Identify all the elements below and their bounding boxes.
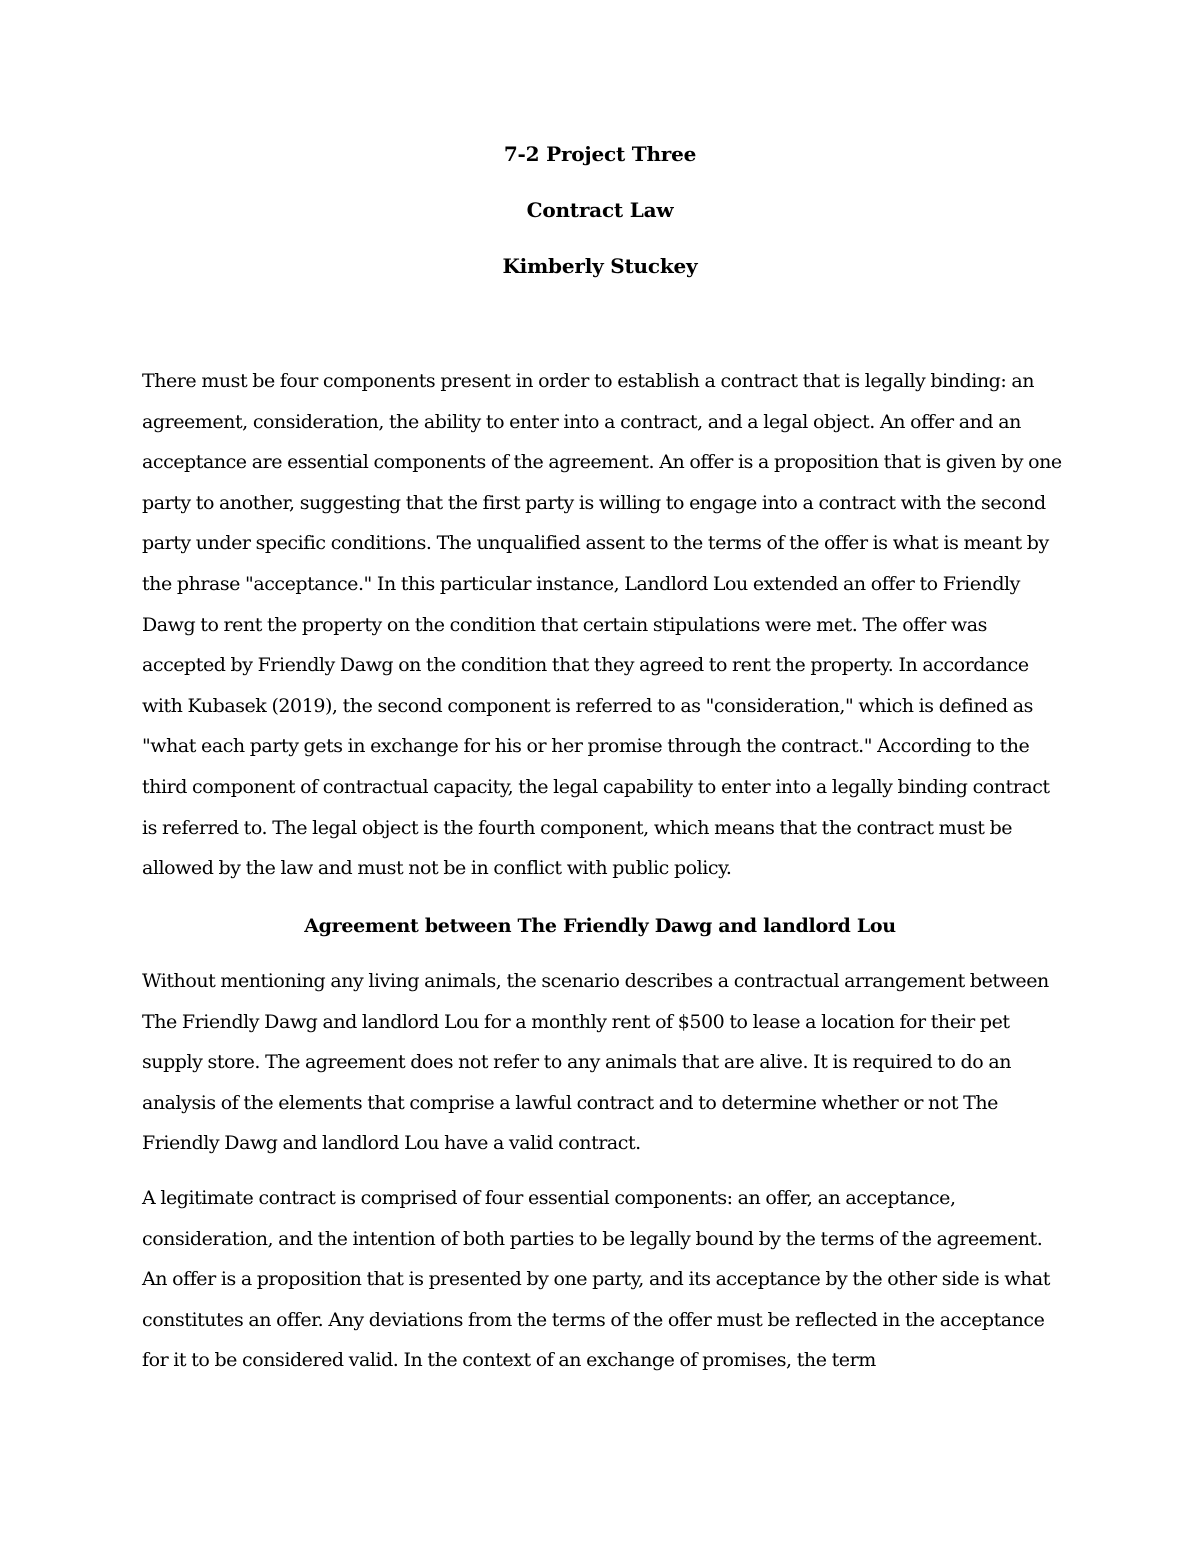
title-block (0, 140, 1200, 308)
agreement-paragraph: Without mentioning any living animals, the scenario describes a contractual arrangement between The Friendly Dawg and landlord Lou for a monthly rent of $500 to lease a location for their pet supply store. The agreement does not refer to any animals that are alive. It is required to do an analysis of the elements that comprise a lawful contract and to determine whether or not The Friendly Dawg and landlord Lou have a valid contract. (142, 970, 1049, 1155)
section-heading: Agreement between The Friendly Dawg and landlord Lou (304, 915, 896, 937)
intro-paragraph: There must be four components present in order to establish a contract that is legally binding: an agreement, consideration, the ability to enter into a contract, and a legal object. An offer and an acceptance are essential components of the agreement. An offer is a proposition that is given by one party to another, suggesting that the first party is willing to engage into a contract with the second party under specific conditions. The unqualified assent to the terms of the offer is what is meant by the phrase "acceptance." In this particular instance, Landlord Lou extended an offer to Friendly Dawg to rent the property on the condition that certain stipulations were met. The offer was accepted by Friendly Dawg on the condition that they agreed to rent the property. In accordance with Kubasek (2019), the second component is referred to as "consideration," which is defined as "what each party gets in exchange for his or her promise through the contract." According to the third component of contractual capacity, the legal capability to enter into a legally binding contract is referred to. The legal object is the fourth component, which means that the contract must be allowed by the law and must not be in conflict with public policy. (142, 370, 1062, 880)
elements-paragraph: A legitimate contract is comprised of four essential components: an offer, an acceptance, consideration, and the intention of both parties to be legally bound by the terms of the agreement. An offer is a proposition that is presented by one party, and its acceptance by the other side is what constitutes an offer. Any deviations from the terms of the offer must be reflected in the acceptance for it to be considered valid. In the context of an exchange of promises, the term (142, 1187, 1050, 1372)
course-title: Contract Law (526, 198, 674, 222)
author-name: Kimberly Stuckey (502, 254, 698, 278)
assignment-title: 7-2 Project Three (503, 142, 697, 166)
